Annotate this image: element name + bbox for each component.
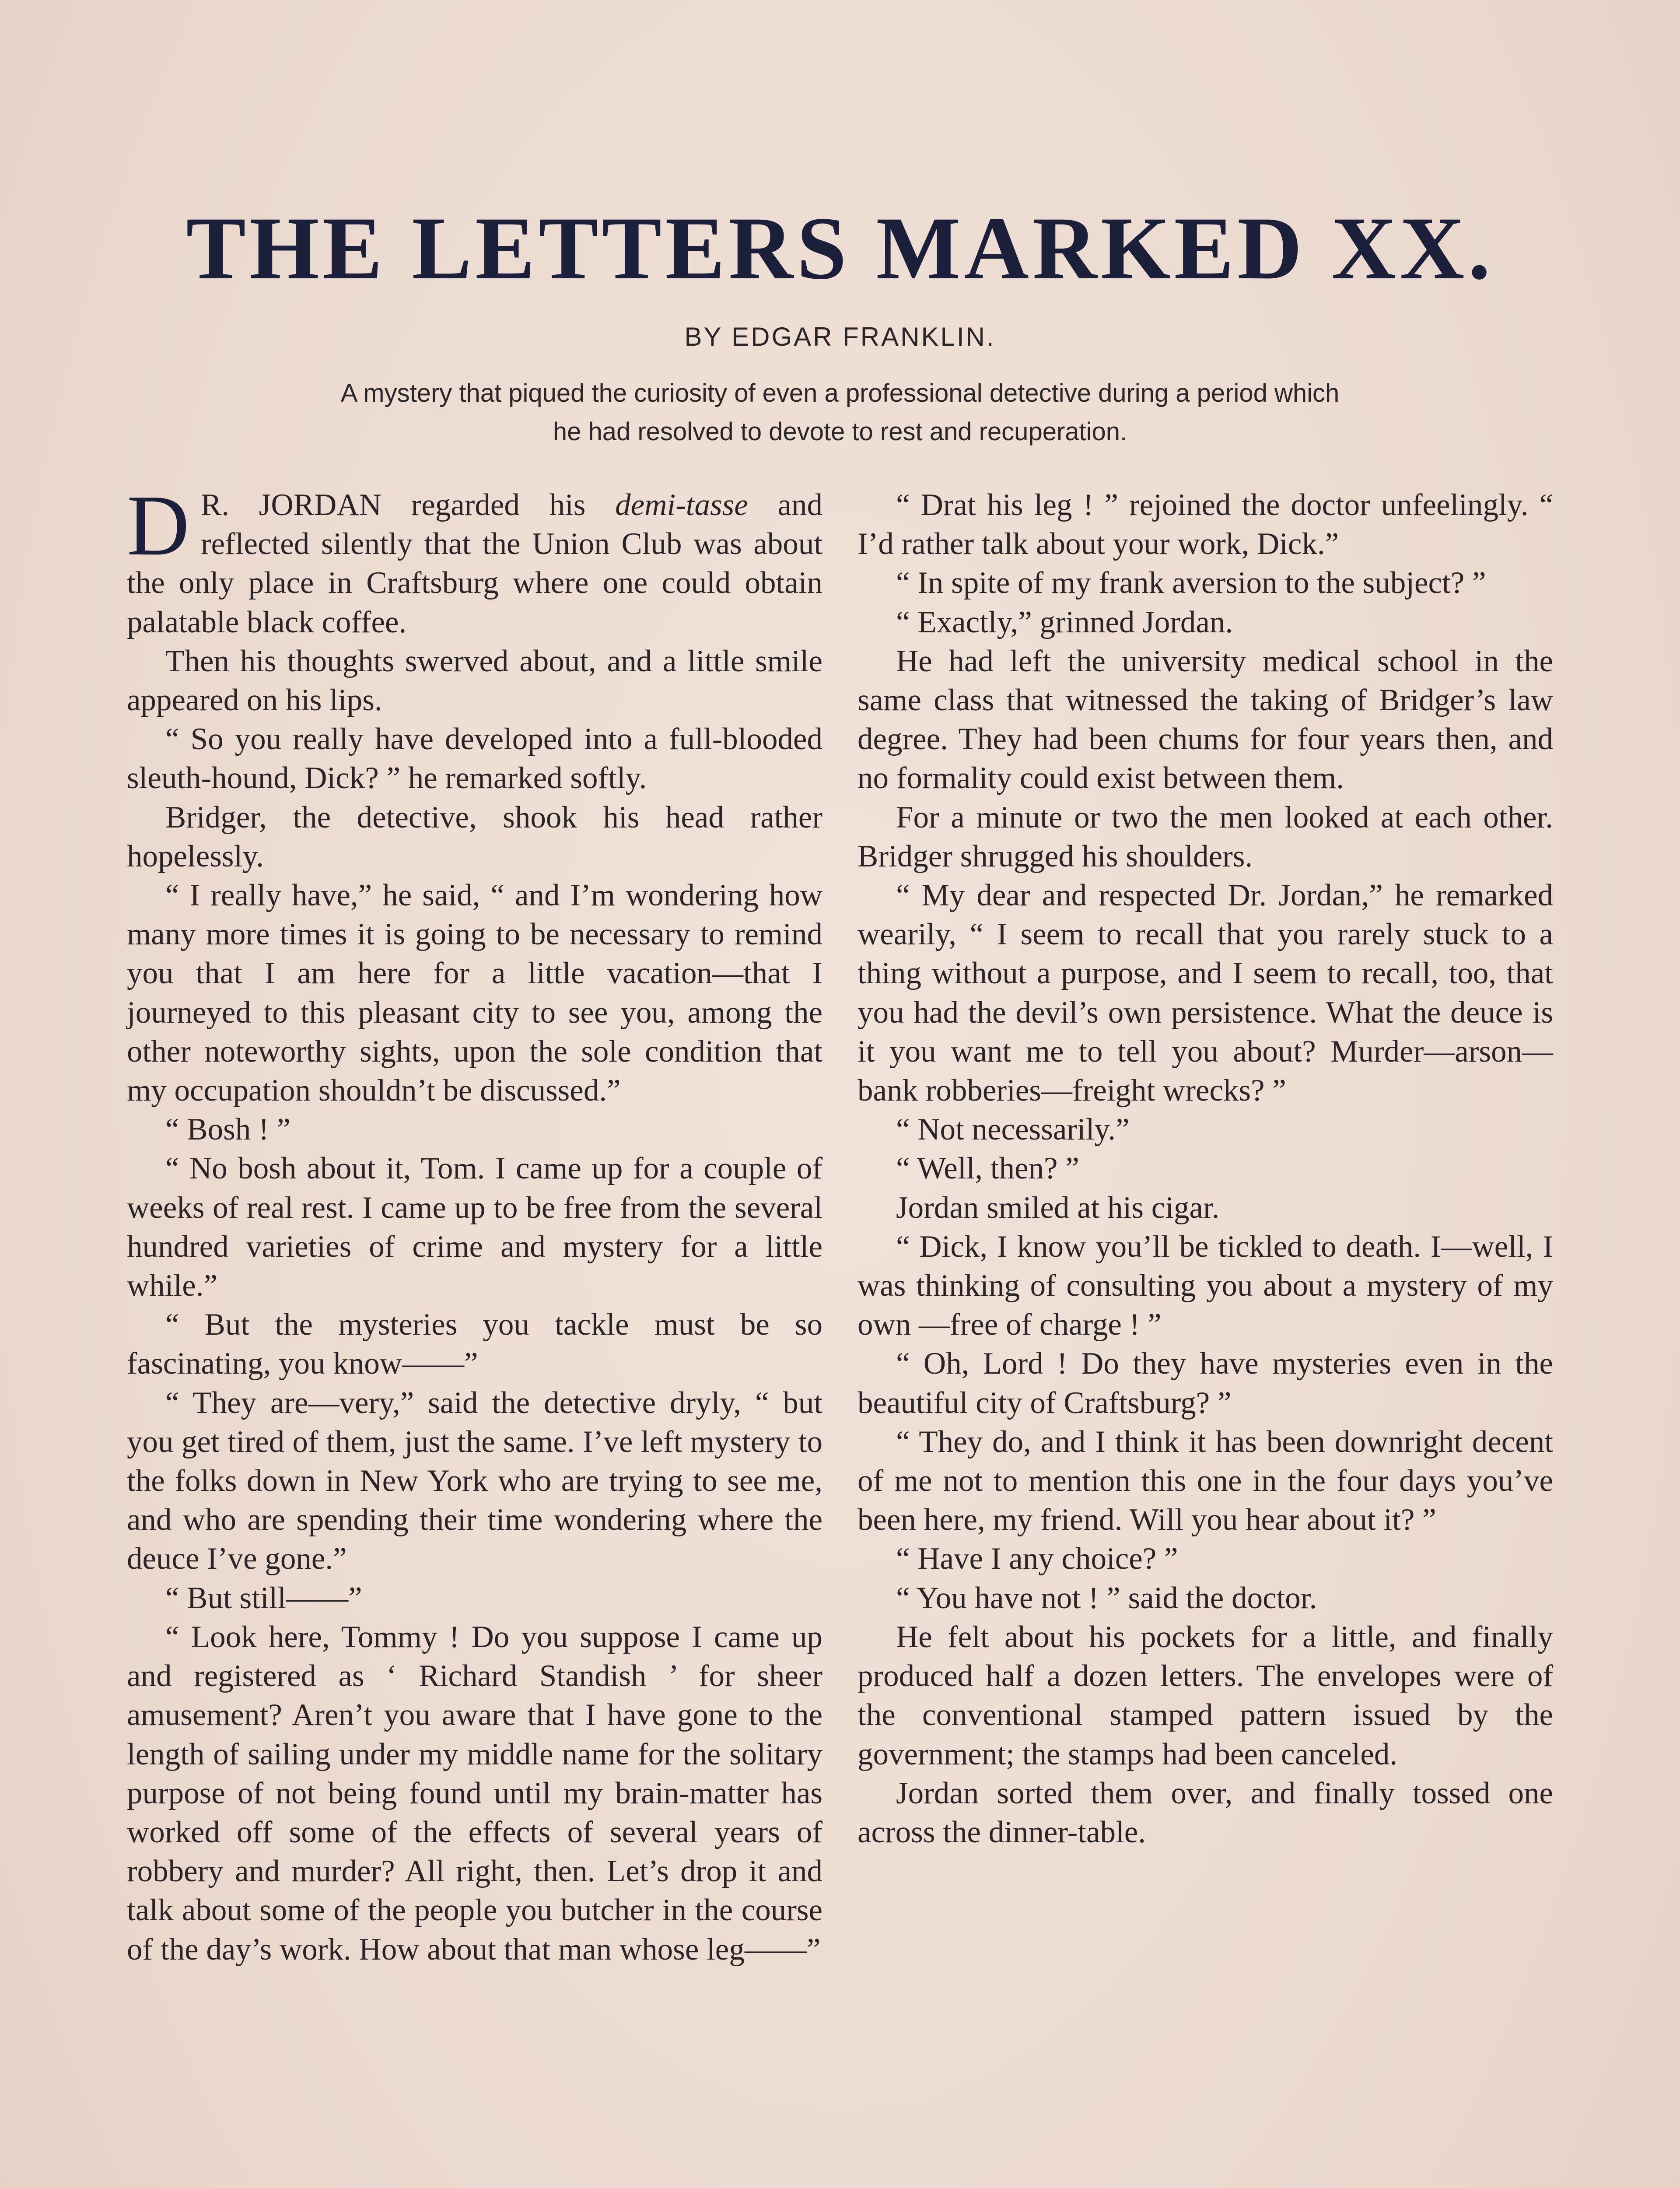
paragraph: He felt about his pockets for a little, and finally produced half a dozen letters. The envelopes were of the conventional stamped pattern issued by the government; the stamps had been canceled.	[858, 1620, 1553, 1771]
paragraph: “ They do, and I think it has been downright decent of me not to mention this one in the four days you’ve been here, my friend. Will you hear about it? ”	[858, 1424, 1553, 1537]
paragraph: Jordan sorted them over, and finally tossed one across the dinner-table.	[858, 1776, 1553, 1849]
italic-word: demi-tasse	[615, 488, 748, 522]
paragraph: For a minute or two the men looked at each other. Bridger shrugged his shoulders.	[858, 800, 1553, 873]
story-summary	[140, 374, 1540, 451]
drop-cap: D	[127, 477, 189, 573]
summary-line: he had resolved to devote to rest and recuperation.	[553, 417, 1127, 446]
paragraph: “ You have not ! ” said the doctor.	[896, 1581, 1317, 1615]
paragraph: “ No bosh about it, Tom. I came up for a couple of weeks of real rest. I came up to be free from the several hundred varieties of crime and mystery for a little while.”	[127, 1151, 822, 1303]
right-column	[858, 486, 1553, 1852]
story-title: THE LETTERS MARKED XX.	[186, 199, 1494, 298]
paragraph: Bridger, the detective, shook his head rather hopelessly.	[127, 800, 822, 873]
summary-line: A mystery that piqued the curiosity of even a professional detective during a period which	[340, 379, 1340, 407]
paragraph: “ They are—very,” said the detective dryly, “ but you get tired of them, just the same. I’ve left mystery to the folks down in New York who are trying to see me, and who are spending their time wondering where the deuce I’ve gone.”	[127, 1385, 822, 1576]
paragraph: “ In spite of my frank aversion to the subject? ”	[896, 566, 1486, 600]
paragraph: “ I really have,” he said, “ and I’m wondering how many more times it is going to be necessary to remind you that I am here for a little vacation—that I journeyed to this pleasant city to see you, among the other noteworthy sights, upon the sole condition that my occupation shouldn’t be discussed.”	[127, 878, 822, 1108]
story-byline: BY EDGAR FRANKLIN.	[684, 322, 996, 351]
paragraph: He had left the university medical school in the same class that witnessed the taking of Bridger’s law degree. They had been chums for four years then, and no formality could exist between them.	[858, 644, 1553, 796]
paragraph: “ So you really have developed into a full-blooded sleuth-hound, Dick? ” he remarked softly.	[127, 722, 822, 796]
paragraph: “ Bosh ! ”	[165, 1112, 290, 1147]
paragraph: “ My dear and respected Dr. Jordan,” he remarked wearily, “ I seem to recall that you rarely stuck to a thing without a purpose, and I seem to recall, too, that you had the devil’s own persistence. What the deuce is it you want me to tell you about? Murder—arson—bank robberies—freight wrecks? ”	[858, 878, 1553, 1108]
opening-paragraph: D R. JORDAN regarded his demi-tasse and reflected silently that the Union Club was about the only place in Craftsburg where one could obtain palatable black coffee.	[127, 477, 822, 639]
paragraph: Jordan smiled at his cigar.	[896, 1190, 1220, 1225]
paragraph: Then his thoughts swerved about, and a little smile appeared on his lips.	[127, 644, 822, 718]
paragraph: “ Oh, Lord ! Do they have mysteries even in the beautiful city of Craftsburg? ”	[858, 1346, 1553, 1420]
paragraph: “ Have I any choice? ”	[896, 1542, 1178, 1576]
paragraph: “ Well, then? ”	[896, 1151, 1079, 1186]
paragraph: “ But still——”	[165, 1581, 362, 1615]
paragraph: “ Exactly,” grinned Jordan.	[896, 605, 1233, 639]
paragraph: “ Not necessarily.”	[896, 1112, 1130, 1147]
left-column	[127, 477, 822, 1969]
paragraph: “ Drat his leg ! ” rejoined the doctor unfeelingly. “ I’d rather talk about your work, Dick.”	[858, 488, 1553, 561]
paragraph: “ Look here, Tommy ! Do you suppose I came up and registered as ‘ Richard Standish ’ for sheer amusement? Aren’t you aware that I have gone to the length of sailing under my middle name for the solitary purpose of not being found until my brain-matter has worked off some of the effects of several years of robbery and murder? All right, then. Let’s drop it and talk about some of the people you butcher in the course of the day’s work. How about that man whose leg——”	[127, 1620, 822, 1967]
paragraph: “ But the mysteries you tackle must be so fascinating, you know——”	[127, 1308, 822, 1381]
paragraph: “ Dick, I know you’ll be tickled to death. I—well, I was thinking of consulting you about a mystery of my own —free of charge ! ”	[858, 1229, 1553, 1342]
